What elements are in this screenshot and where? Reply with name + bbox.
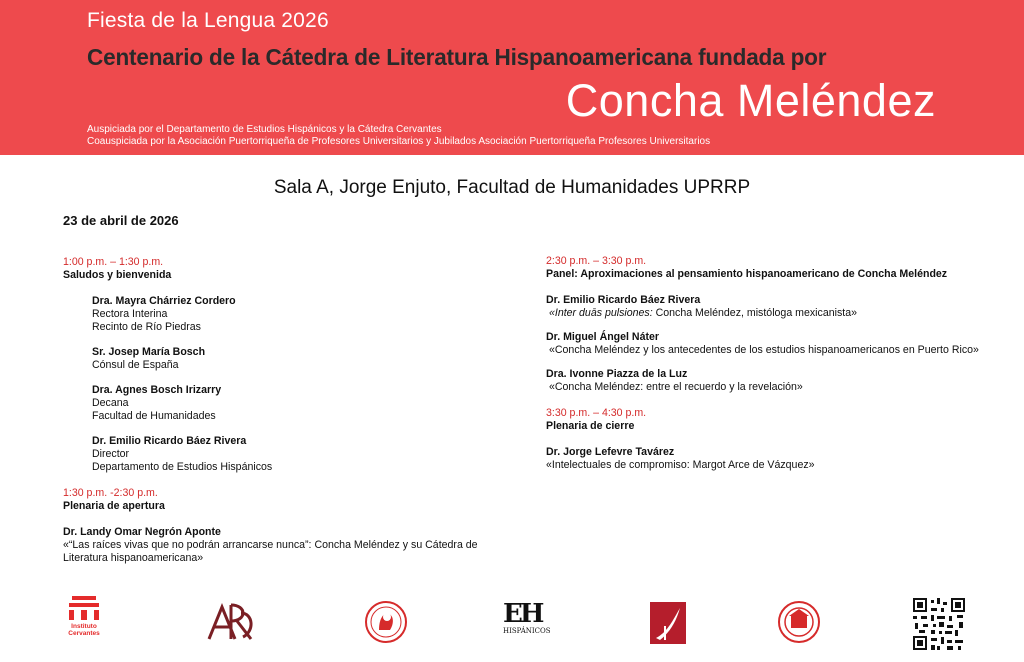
session-opening-plenary: [63, 487, 513, 565]
panel-talk: [546, 294, 1006, 320]
panel-talk: [546, 331, 1006, 357]
speaker-name: Dr. Landy Omar Negrón Aponte: [63, 526, 221, 538]
person-name: Dra. Mayra Chárriez Cordero: [92, 295, 236, 307]
session-time: 2:30 p.m. – 3:30 p.m.: [546, 255, 647, 267]
panel-talk: [546, 368, 1006, 394]
person-name: Dra. Agnes Bosch Irizarry: [92, 384, 222, 396]
sponsor-line-1: Auspiciada por el Departamento de Estudios Hispánicos y la Cátedra Cervantes: [87, 124, 442, 135]
speaker-name: Dr. Miguel Ángel Náter: [546, 331, 660, 343]
person-entry: [92, 435, 513, 474]
speaker-name: Dra. Ivonne Piazza de la Luz: [546, 368, 688, 380]
session-title: Panel: Aproximaciones al pensamiento hispanoamericano de Concha Meléndez: [546, 268, 948, 280]
event-date: 23 de abril de 2026: [63, 213, 179, 228]
speaker-name: Dr. Emilio Ricardo Báez Rivera: [546, 294, 701, 306]
session-welcome: [63, 256, 513, 474]
person-entry: [92, 384, 513, 423]
cervantes-text-1: Instituto: [71, 623, 97, 630]
humanidades-logo: [650, 602, 686, 649]
session-time: 1:30 p.m. -2:30 p.m.: [63, 487, 158, 499]
talk-title: [546, 307, 1006, 320]
event-title: Centenario de la Cátedra de Literatura Hispanoamericana fundada por: [87, 44, 827, 70]
qr-code[interactable]: [913, 598, 965, 650]
cervantes-mark-icon: [69, 596, 99, 620]
talk-title: «Concha Meléndez y los antecedentes de los estudios hispanoamericanos en Puerto Rico»: [549, 344, 979, 356]
session-title: Saludos y bienvenida: [63, 269, 172, 281]
person-role: Director: [92, 448, 130, 460]
session-time: 1:00 p.m. – 1:30 p.m.: [63, 256, 164, 268]
person-name: Dr. Emilio Ricardo Báez Rivera: [92, 435, 247, 447]
person-affiliation: Departamento de Estudios Hispánicos: [92, 461, 273, 473]
session-closing-plenary: [546, 407, 1006, 472]
cervantes-text-2: Cervantes: [68, 630, 100, 637]
person-role: Decana: [92, 397, 129, 409]
sponsor-line-2: Coauspiciada por la Asociación Puertorriqueña de Profesores Universitarios y Jubilados Asociación Puertorriqueña Profesores Universitarios: [87, 136, 711, 147]
talk-title: «Intelectuales de compromiso: Margot Arce de Vázquez»: [546, 459, 815, 471]
person-entry: [92, 295, 513, 334]
hispanicos-logo: [503, 600, 555, 635]
talk-title-rest: Concha Meléndez, mistóloga mexicanista»: [652, 307, 857, 319]
upr-monogram-logo: [205, 601, 259, 648]
program-right-column: [546, 255, 1006, 485]
venue: Sala A, Jorge Enjuto, Facultad de Humanidades UPRRP: [273, 177, 751, 198]
university-seal-logo: [777, 600, 821, 649]
instituto-cervantes-logo: [64, 596, 104, 637]
talk-title-italic: «Inter duās pulsiones:: [549, 307, 653, 319]
person-entry: [92, 346, 513, 372]
session-title: Plenaria de apertura: [63, 500, 165, 512]
header-banner: [0, 0, 1024, 155]
talk-title-line-1: «“Las raíces vivas que no podrán arrancarse nunca”: Concha Meléndez y su Cátedra de: [63, 539, 478, 551]
talk-title-line-2: Literatura hispanoamericana»: [63, 552, 204, 564]
person-role: Cónsul de España: [92, 359, 179, 371]
person-affiliation: Recinto de Río Piedras: [92, 321, 201, 333]
session-title: Plenaria de cierre: [546, 420, 635, 432]
session-panel: [546, 255, 1006, 394]
hispanicos-monogram: EH: [503, 599, 542, 629]
seal-logo: [364, 600, 408, 649]
program-left-column: [63, 256, 513, 578]
person-name: Sr. Josep María Bosch: [92, 346, 206, 358]
hispanicos-text: HISPÁNICOS: [503, 627, 551, 635]
event-name: Fiesta de la Lengua 2026: [87, 9, 329, 32]
honoree-name: Concha Meléndez: [565, 75, 936, 126]
talk-title: «Concha Meléndez: entre el recuerdo y la revelación»: [549, 381, 803, 393]
person-affiliation: Facultad de Humanidades: [92, 410, 216, 422]
logo-row: [0, 596, 1024, 656]
speaker-name: Dr. Jorge Lefevre Tavárez: [546, 446, 675, 458]
person-role: Rectora Interina: [92, 308, 168, 320]
session-time: 3:30 p.m. – 4:30 p.m.: [546, 407, 647, 419]
